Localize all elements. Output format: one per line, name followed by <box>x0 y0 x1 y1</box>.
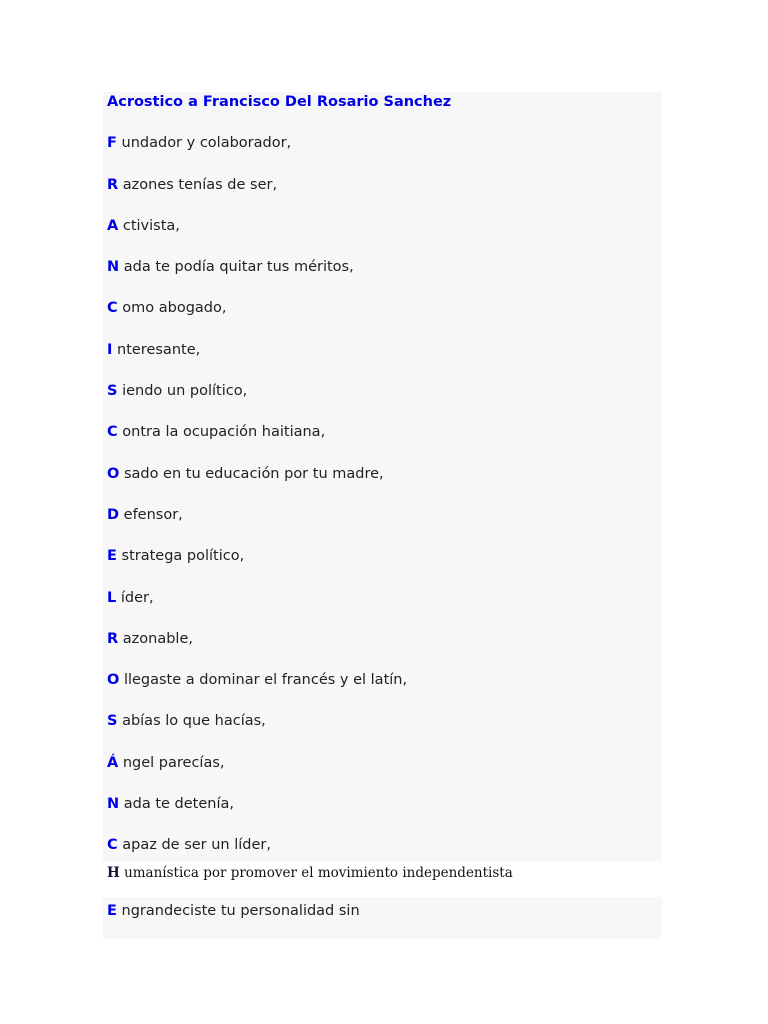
line-text: llegaste a dominar el francés y el latín, <box>123 672 408 689</box>
poem-line-5 <box>107 298 658 339</box>
poem-line-15 <box>107 711 658 752</box>
line-initial: C <box>107 300 118 317</box>
line-text: ctivista, <box>122 217 180 234</box>
line-initial: D <box>107 506 120 523</box>
poem-line-12 <box>107 588 658 629</box>
poem-line-18 <box>107 835 658 857</box>
poem-line-7 <box>107 381 658 422</box>
line-text: azones tenías de ser, <box>122 176 278 193</box>
line-text: ontra la ocupación haitiana, <box>122 424 326 441</box>
poem-block-bottom <box>103 897 662 939</box>
line-text: abías lo que hacías, <box>122 713 266 730</box>
line-text: sado en tu educación por tu madre, <box>123 465 384 482</box>
line-text: omo abogado, <box>122 300 227 317</box>
line-text: ada te podía quitar tus méritos, <box>123 259 354 276</box>
line-initial: R <box>107 630 119 647</box>
poem-line-2 <box>107 175 658 216</box>
line-initial: S <box>107 383 118 400</box>
document <box>103 92 662 939</box>
line-initial: S <box>107 713 118 730</box>
line-initial: R <box>107 176 119 193</box>
poem-line-14 <box>107 670 658 711</box>
line-initial: N <box>107 796 120 813</box>
poem-line-last <box>107 901 658 935</box>
poem-title: Acrostico a Francisco Del Rosario Sanchez <box>107 94 452 110</box>
poem-line-13 <box>107 629 658 670</box>
poem-line-16 <box>107 753 658 794</box>
line-initial: O <box>107 465 120 482</box>
line-text: ngrandeciste tu personalidad sin <box>121 903 360 920</box>
line-text: umanística por promover el movimiento independentista <box>124 865 513 882</box>
line-initial: N <box>107 259 120 276</box>
line-text: nteresante, <box>117 341 201 358</box>
line-text: apaz de ser un líder, <box>122 837 271 854</box>
poem-line-17 <box>107 794 658 835</box>
poem-line-10 <box>107 505 658 546</box>
poem-line-1 <box>107 133 658 174</box>
poem-line-11 <box>107 546 658 587</box>
poem-line-8 <box>107 422 658 463</box>
poem-line-serif <box>103 861 662 897</box>
poem-line-4 <box>107 257 658 298</box>
poem-title-line <box>107 92 658 133</box>
poem-line-6 <box>107 340 658 381</box>
line-initial: A <box>107 217 119 234</box>
line-text: azonable, <box>122 630 193 647</box>
poem-block <box>103 92 662 861</box>
poem-line-9 <box>107 464 658 505</box>
line-text: ada te detenía, <box>123 796 234 813</box>
line-text: ngel parecías, <box>122 754 225 771</box>
line-initial: O <box>107 672 120 689</box>
line-initial: E <box>107 548 117 565</box>
line-text: undador y colaborador, <box>121 135 292 152</box>
line-initial: E <box>107 903 117 920</box>
line-text: íder, <box>120 589 154 606</box>
line-initial: H <box>107 865 120 882</box>
line-initial: L <box>107 589 117 606</box>
line-initial: Á <box>107 754 119 771</box>
line-initial: F <box>107 135 117 152</box>
line-text: efensor, <box>123 506 183 523</box>
poem-line-3 <box>107 216 658 257</box>
line-initial: I <box>107 341 113 358</box>
line-initial: C <box>107 837 118 854</box>
line-text: iendo un político, <box>122 383 248 400</box>
line-text: stratega político, <box>121 548 245 565</box>
line-initial: C <box>107 424 118 441</box>
